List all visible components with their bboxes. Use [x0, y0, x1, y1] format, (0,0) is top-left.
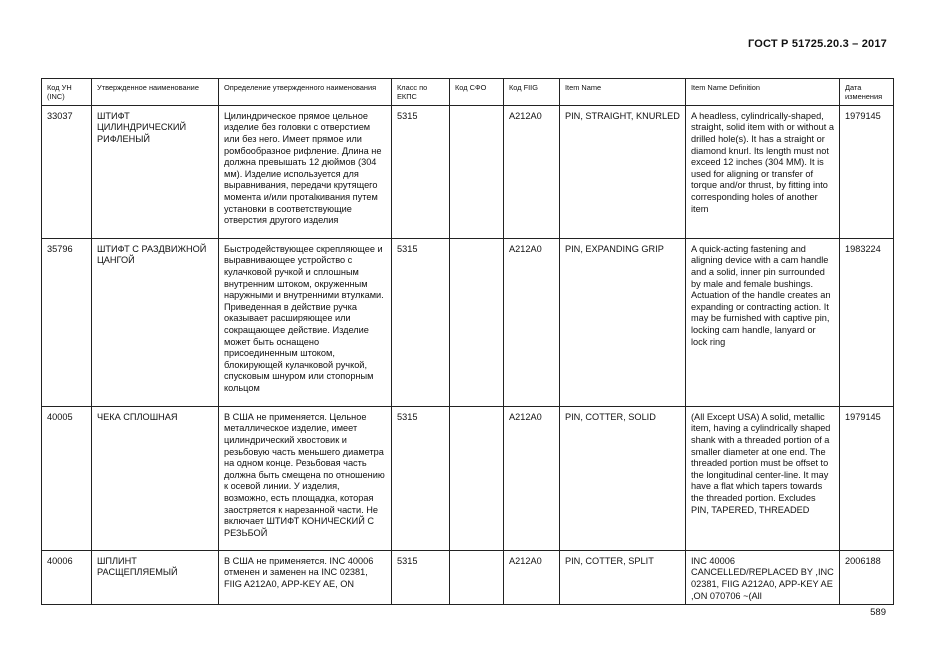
column-header-definition: Определение утвержденного наименования: [219, 79, 392, 106]
cell-approved-name: ШТИФТ ЦИЛИНДРИЧЕСКИЙ РИФЛЕНЫЙ: [92, 105, 219, 238]
cell-item-definition: A quick-acting fastening and aligning device with a cam handle and a solid, inner pin surrounded by male and female bushings. Actuation of the handle creates an expanding or contracting action. It may be furnished with captive pin, locking cam handle, lanyard or lock ring: [686, 238, 840, 406]
table-row: [42, 406, 894, 550]
item-names-table: [41, 78, 894, 605]
cell-approved-name: ШПЛИНТ РАСЩЕПЛЯЕМЫЙ: [92, 550, 219, 604]
cell-date: 2006188: [840, 550, 894, 604]
document-title: ГОСТ Р 51725.20.3 – 2017: [747, 38, 887, 50]
cell-fiig: A212A0: [504, 238, 560, 406]
cell-fiig: A212A0: [504, 406, 560, 550]
cell-item-definition: INC 40006 CANCELLED/REPLACED BY ,INC 02381, FIIG A212A0, APP-KEY AE ,ON 070706 ~(All: [686, 550, 840, 604]
column-header-item-name: Item Name: [560, 79, 686, 106]
column-header-class: Класс по ЕКПС: [392, 79, 450, 106]
cell-inc: 40006: [42, 550, 92, 604]
table-row: [42, 550, 894, 604]
cell-item-name: PIN, STRAIGHT, KNURLED: [560, 105, 686, 238]
cell-inc: 35796: [42, 238, 92, 406]
table-header-row: [42, 79, 894, 106]
cell-inc: 40005: [42, 406, 92, 550]
column-header-fiig: Код FIIG: [504, 79, 560, 106]
cell-item-definition: A headless, cylindrically-shaped, straight, solid item with or without a drilled hole(s). It has a straight or diamond knurl. Its length must not exceed 12 inches (304 MM). It is used for aligning or transfer of torque and/or thrust, by fitting into corresponding holes of another item: [686, 105, 840, 238]
cell-approved-name: ШТИФТ С РАЗДВИЖНОЙ ЦАНГОЙ: [92, 238, 219, 406]
table-row: [42, 105, 894, 238]
cell-definition: Цилиндрическое прямое цельное изделие без головки с отверстием или без него. Имеет прямое или ромбообразное рифление. Длина не должна превышать 12 дюймов (304 мм). Изделие используется для выравнивания, передачи крутящего момента и/или протalкивания путем установки в соответствующие отверстия другого изделия: [219, 105, 392, 238]
cell-sfo: [450, 105, 504, 238]
cell-approved-name: ЧЕКА СПЛОШНАЯ: [92, 406, 219, 550]
cell-sfo: [450, 406, 504, 550]
table-row: [42, 238, 894, 406]
cell-date: 1983224: [840, 238, 894, 406]
column-header-date: Дата изменения: [840, 79, 894, 106]
column-header-sfo: Код СФО: [450, 79, 504, 106]
cell-item-name: PIN, EXPANDING GRIP: [560, 238, 686, 406]
cell-definition: Быстродействующее скрепляющее и выравнивающее устройство с кулачковой ручкой и сплошным внутренним штоком, окруженным наружными и внутренними втулками. Приведенная в действие ручка оказывает расширяющее или сокращающее действие. Изделие может быть оснащено присоединенным штоком, блокирующей кулачковой ручкой, спусковым шнуром или стопорным кольцом: [219, 238, 392, 406]
cell-item-definition: (All Except USA) A solid, metallic item, having a cylindrically shaped shank with a threaded portion of a smaller diameter at one end. The threaded portion must be offset to the longitudinal center-line. It may have a flat which tapers towards the threaded portion. Excludes PIN, TAPERED, THREADED: [686, 406, 840, 550]
column-header-item-definition: Item Name Definition: [686, 79, 840, 106]
cell-sfo: [450, 238, 504, 406]
column-header-inc: Код УН (INC): [42, 79, 92, 106]
cell-class: 5315: [392, 238, 450, 406]
column-header-approved-name: Утвержденное наименование: [92, 79, 219, 106]
cell-fiig: A212A0: [504, 550, 560, 604]
page-number: 589: [870, 607, 886, 618]
cell-definition: В США не применяется. Цельное металлическое изделие, имеет цилиндрический хвостовик и резьбовую часть меньшего диаметра на одном конце. Резьбовая часть должна быть смещена по отношению к осевой линии. У изделия, возможно, есть площадка, которая заостряется к нарезанной части. Не включает ШТИФТ КОНИЧЕСКИЙ С РЕЗЬБОЙ: [219, 406, 392, 550]
cell-fiig: A212A0: [504, 105, 560, 238]
cell-item-name: PIN, COTTER, SOLID: [560, 406, 686, 550]
cell-date: 1979145: [840, 105, 894, 238]
cell-date: 1979145: [840, 406, 894, 550]
cell-definition: В США не применяется. INC 40006 отменен и заменен на INC 02381, FIIG A212A0, APP-KEY AE, ON: [219, 550, 392, 604]
cell-item-name: PIN, COTTER, SPLIT: [560, 550, 686, 604]
cell-sfo: [450, 550, 504, 604]
cell-inc: 33037: [42, 105, 92, 238]
cell-class: 5315: [392, 406, 450, 550]
cell-class: 5315: [392, 550, 450, 604]
cell-class: 5315: [392, 105, 450, 238]
